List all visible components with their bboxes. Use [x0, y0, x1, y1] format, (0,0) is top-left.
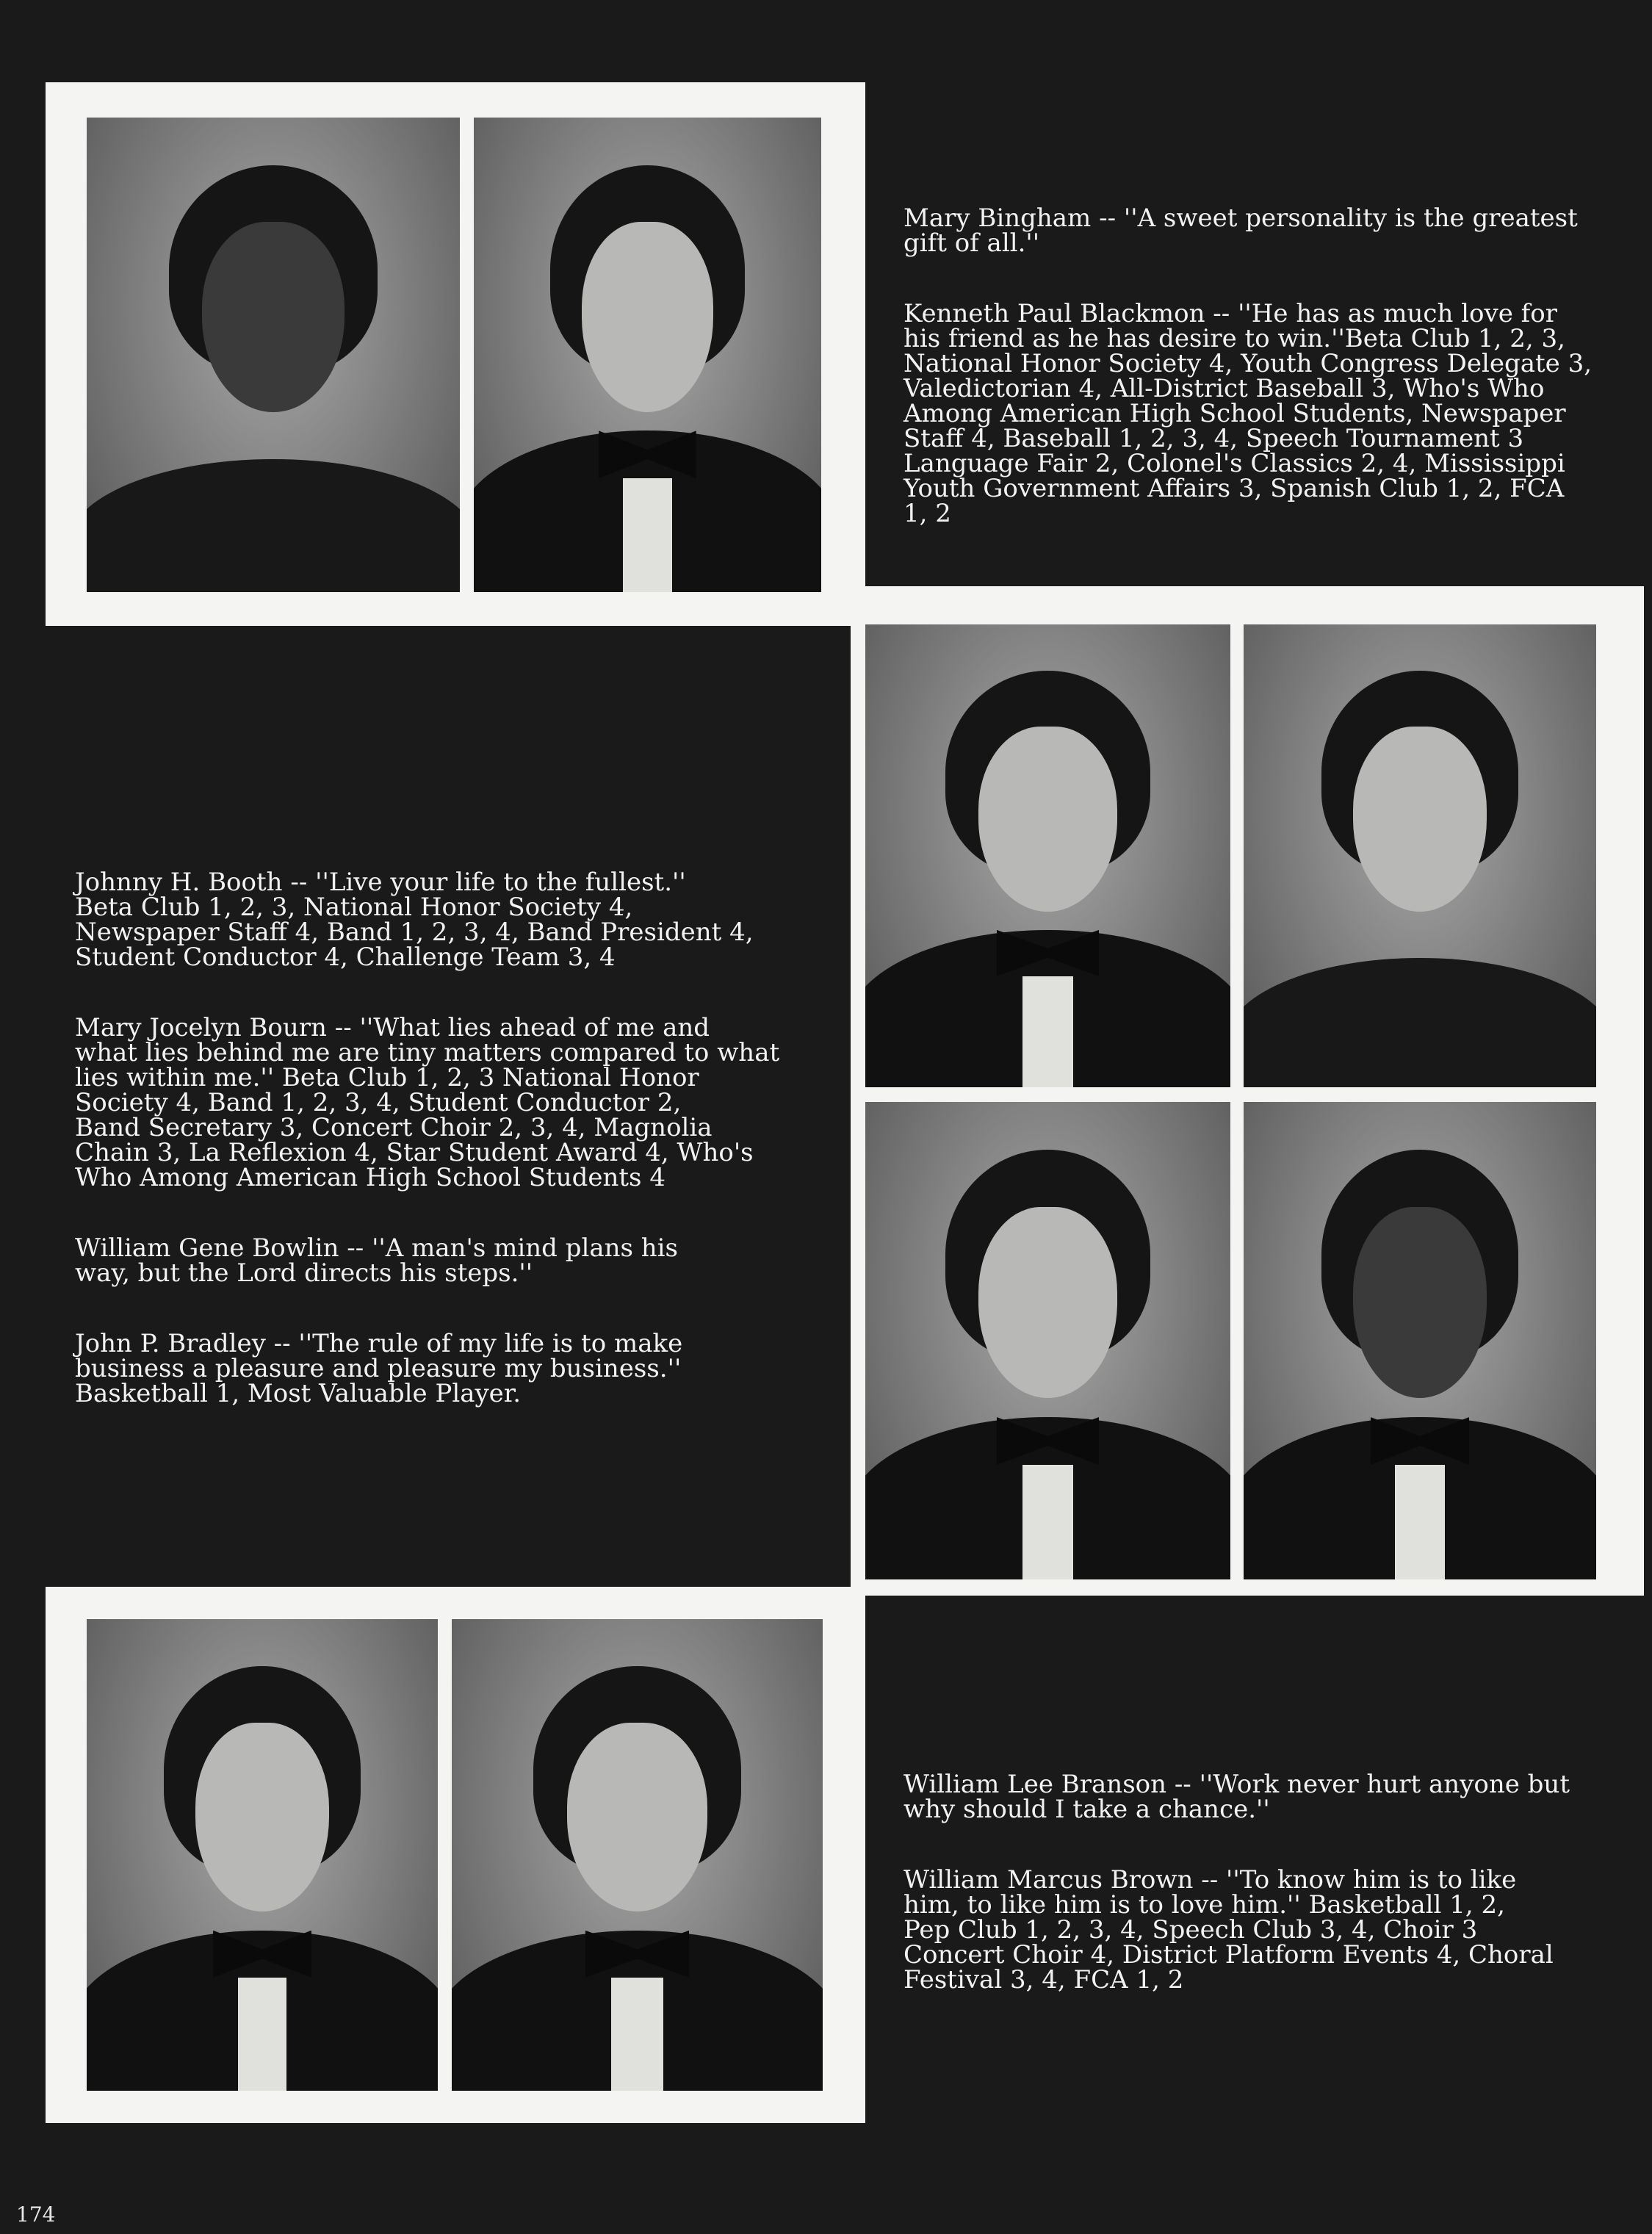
captions-middle: [75, 845, 839, 1452]
portrait-mary-bourn: [1244, 624, 1596, 1087]
captions-bottom: [903, 1747, 1609, 2038]
portrait-william-branson: [87, 1619, 438, 2091]
caption-john-bradley: John P. Bradley -- ''The rule of my life is to make business a pleasure and pleasure my business.'' Basketball 1, Most Valuable Player.: [75, 1329, 683, 1408]
captions-top: [903, 181, 1609, 572]
portrait-william-brown: [452, 1619, 823, 2091]
caption-william-brown: William Marcus Brown -- ''To know him is to like him, to like him is to love him.'' Basketball 1, 2, Pep Club 1, 2, 3, 4, Speech Club 3, 4, Choir 3 Concert Choir 4, District Platform Events 4, Choral Festival 3, 4, FCA 1, 2: [903, 1865, 1554, 1995]
portrait-johnny-booth: [865, 624, 1230, 1087]
portrait-john-bradley: [1244, 1102, 1596, 1579]
portrait-mary-bingham: [87, 118, 460, 592]
portrait-william-bowlin: [865, 1102, 1230, 1579]
caption-kenneth-blackmon: Kenneth Paul Blackmon -- ''He has as much love for his friend as he has desire to win.''Beta Club 1, 2, 3, National Honor Society 4, Youth Congress Delegate 3, Valedictorian 4, All-District Baseball 3, Who's Who Among American High School Students, Newspaper Staff 4, Baseball 1, 2, 3, 4, Speech Tournament 3 Language Fair 2, Colonel's Classics 2, 4, Mississippi Youth Government Affairs 3, Spanish Club 1, 2, FCA 1, 2: [903, 299, 1593, 528]
portrait-kenneth-blackmon: [474, 118, 821, 592]
caption-mary-bourn: Mary Jocelyn Bourn -- ''What lies ahead of me and what lies behind me are tiny matters compared to what lies within me.'' Beta Club 1, 2, 3 National Honor Society 4, Band 1, 2, 3, 4, Student Conductor 2, Band Secretary 3, Concert Choir 2, 3, 4, Magnolia Chain 3, La Reflexion 4, Star Student Award 4, Who's Who Among American High School Students 4: [75, 1013, 780, 1192]
page-number: 174: [16, 2202, 56, 2227]
caption-mary-bingham: Mary Bingham -- ''A sweet personality is the greatest gift of all.'': [903, 203, 1578, 258]
caption-william-branson: William Lee Branson -- ''Work never hurt anyone but why should I take a chance.'': [903, 1770, 1570, 1824]
caption-william-bowlin: William Gene Bowlin -- ''A man's mind plans his way, but the Lord directs his steps.'': [75, 1233, 678, 1288]
caption-johnny-booth: Johnny H. Booth -- ''Live your life to the fullest.'' Beta Club 1, 2, 3, National Honor Society 4, Newspaper Staff 4, Band 1, 2, 3, 4, Band President 4, Student Conductor 4, Challenge Team 3, 4: [75, 868, 754, 972]
